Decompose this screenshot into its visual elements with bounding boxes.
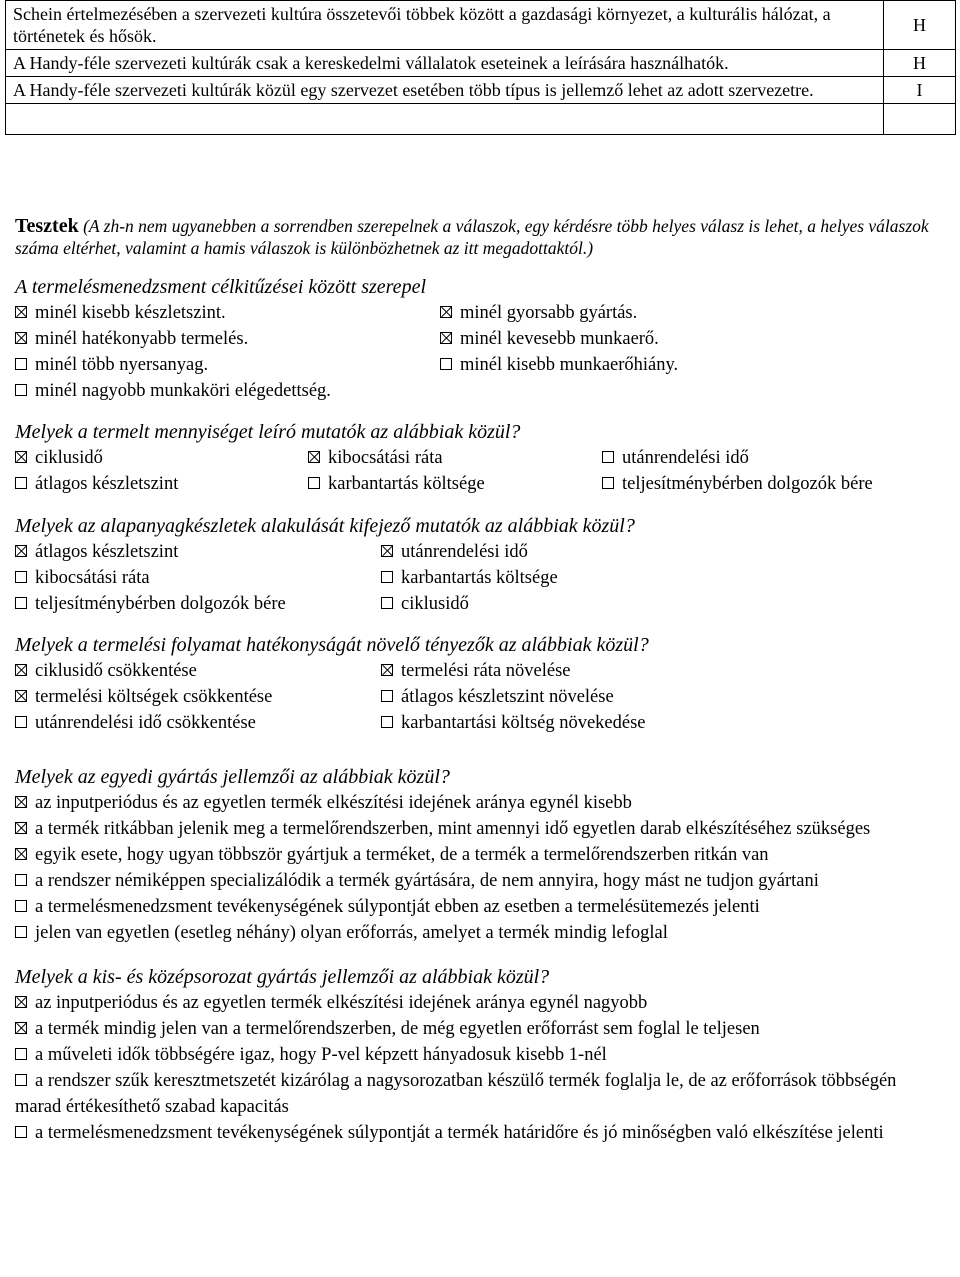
checkbox[interactable]: [308, 451, 320, 463]
checkbox[interactable]: [15, 716, 27, 728]
option[interactable]: [440, 326, 659, 352]
option-label: karbantartási költség növekedése: [401, 713, 646, 733]
table-row: [6, 104, 956, 135]
option[interactable]: [15, 1016, 947, 1042]
answer-cell: [883, 104, 955, 135]
option[interactable]: [15, 445, 308, 471]
option[interactable]: [15, 300, 440, 326]
option-label: a termék ritkábban jelenik meg a termelőrendszerben, mint amennyi idő egyetlen darab elkészítéséhez szükséges: [35, 819, 871, 839]
option[interactable]: [15, 1120, 947, 1146]
option-label: a termelésmenedzsment tevékenységének súlypontját ebben az esetben a termelésütemezés jelenti: [35, 897, 760, 917]
checkbox[interactable]: [15, 1022, 27, 1034]
option[interactable]: [381, 591, 469, 617]
checkbox[interactable]: [15, 822, 27, 834]
option-label: minél nagyobb munkaköri elégedettség.: [35, 381, 331, 401]
tests-intro: [15, 215, 947, 259]
checkbox[interactable]: [440, 306, 452, 318]
option[interactable]: [440, 352, 678, 378]
option-row: [15, 471, 947, 497]
checkbox[interactable]: [15, 690, 27, 702]
checkbox[interactable]: [15, 306, 27, 318]
question-title: A termelésmenedzsment célkitűzései között szerepel: [15, 276, 426, 298]
option[interactable]: [15, 842, 947, 868]
option[interactable]: [602, 471, 873, 497]
option-label: átlagos készletszint: [35, 474, 179, 494]
option[interactable]: [15, 352, 440, 378]
option[interactable]: [381, 658, 571, 684]
option-label: minél kisebb készletszint.: [35, 303, 226, 323]
option-label: minél hatékonyabb termelés.: [35, 329, 249, 349]
question-title: Melyek a termelt mennyiséget leíró mutatók az alábbiak közül?: [15, 421, 521, 443]
statement-cell: A Handy-féle szervezeti kultúrák csak a kereskedelmi vállalatok eseteinek a leírására használhatók.: [6, 50, 884, 77]
option-label: kibocsátási ráta: [35, 568, 150, 588]
checkbox[interactable]: [15, 545, 27, 557]
checkbox[interactable]: [15, 571, 27, 583]
table-row: [6, 77, 956, 104]
option-row: [15, 326, 947, 352]
option-row: [15, 445, 947, 471]
tests-title: Tesztek: [15, 215, 79, 237]
checkbox[interactable]: [15, 1048, 27, 1060]
statement-cell: [6, 104, 884, 135]
checkbox[interactable]: [381, 597, 393, 609]
answer-cell: H: [883, 50, 955, 77]
checkbox[interactable]: [15, 996, 27, 1008]
option-label: jelen van egyetlen (esetleg néhány) olyan erőforrás, amelyet a termék mindig lefoglal: [35, 923, 668, 943]
option-label: ciklusidő: [401, 594, 469, 614]
option[interactable]: [381, 684, 614, 710]
option[interactable]: [15, 326, 440, 352]
checkbox[interactable]: [381, 545, 393, 557]
option-label: az inputperiódus és az egyetlen termék elkészítési idejének aránya egynél kisebb: [35, 793, 632, 813]
option-label: karbantartás költsége: [328, 474, 485, 494]
option-label: egyik esete, hogy ugyan többször gyártjuk a terméket, de a termék a termelőrendszerben ritkán van: [35, 845, 769, 865]
option[interactable]: [15, 816, 947, 842]
option[interactable]: [381, 710, 646, 736]
question-title: Melyek az alapanyagkészletek alakulását kifejező mutatók az alábbiak közül?: [15, 515, 635, 537]
question-title: Melyek a termelési folyamat hatékonyságát növelő tényezők az alábbiak közül?: [15, 634, 649, 656]
option[interactable]: [15, 920, 947, 946]
checkbox[interactable]: [440, 332, 452, 344]
option-row: [15, 658, 947, 684]
checkbox[interactable]: [381, 716, 393, 728]
question-block: [15, 419, 947, 497]
option[interactable]: [308, 471, 602, 497]
option[interactable]: [15, 868, 947, 894]
checkbox[interactable]: [602, 451, 614, 463]
answer-cell: I: [883, 77, 955, 104]
option-label: termelési ráta növelése: [401, 661, 571, 681]
checkbox[interactable]: [15, 477, 27, 489]
option[interactable]: [15, 539, 381, 565]
option-label: termelési költségek csökkentése: [35, 687, 273, 707]
option-label: ciklusidő: [35, 448, 103, 468]
option-row: [15, 565, 947, 591]
checkbox[interactable]: [15, 384, 27, 396]
option-label: utánrendelési idő csökkentése: [35, 713, 256, 733]
statement-cell: A Handy-féle szervezeti kultúrák közül egy szervezet esetében több típus is jellemző lehet az adott szervezetre.: [6, 77, 884, 104]
option[interactable]: [15, 710, 381, 736]
tests-section: [15, 215, 947, 1146]
option-label: karbantartás költsége: [401, 568, 558, 588]
true-false-table: [5, 0, 956, 135]
option[interactable]: [15, 565, 381, 591]
checkbox[interactable]: [381, 571, 393, 583]
checkbox[interactable]: [15, 332, 27, 344]
option-label: ciklusidő csökkentése: [35, 661, 197, 681]
option[interactable]: [308, 445, 602, 471]
question-title: Melyek az egyedi gyártás jellemzői az alábbiak közül?: [15, 766, 450, 788]
option-label: a műveleti idők többségére igaz, hogy P-vel képzett hányadosuk kisebb 1-nél: [35, 1045, 607, 1065]
option[interactable]: [15, 894, 947, 920]
question-block: [15, 964, 947, 1146]
option[interactable]: [15, 990, 947, 1016]
option-label: teljesítménybérben dolgozók bére: [622, 474, 873, 494]
statement-cell: Schein értelmezésében a szervezeti kultúra összetevői többek között a gazdasági környezet, a kulturális hálózat, a történetek és hősök.: [6, 1, 884, 50]
checkbox[interactable]: [15, 796, 27, 808]
checkbox[interactable]: [15, 1126, 27, 1138]
option[interactable]: [15, 658, 381, 684]
option-row: [15, 539, 947, 565]
option-label: minél több nyersanyag.: [35, 355, 209, 375]
option-label: minél gyorsabb gyártás.: [460, 303, 638, 323]
option-label: a rendszer szűk keresztmetszetét kizárólag a nagysorozatban készülő termék foglalja le, de az erőforrások többségén marad értékesíthető szabad kapacitás: [15, 1071, 897, 1117]
checkbox[interactable]: [15, 664, 27, 676]
checkbox[interactable]: [15, 926, 27, 938]
option-label: a rendszer némiképpen specializálódik a termék gyártására, de nem annyira, hogy mást ne tudjon gyártani: [35, 871, 819, 891]
option[interactable]: [381, 565, 558, 591]
option-row: [15, 352, 947, 378]
checkbox[interactable]: [440, 358, 452, 370]
option-label: az inputperiódus és az egyetlen termék elkészítési idejének aránya egynél nagyobb: [35, 993, 648, 1013]
checkbox[interactable]: [15, 597, 27, 609]
option[interactable]: [15, 1068, 947, 1120]
checkbox[interactable]: [381, 664, 393, 676]
option-row: [15, 684, 947, 710]
option-row: [15, 591, 947, 617]
checkbox[interactable]: [15, 1074, 27, 1086]
question-block: [15, 764, 947, 946]
checkbox[interactable]: [15, 874, 27, 886]
option[interactable]: [15, 378, 331, 404]
question-block: [15, 274, 947, 404]
option-label: átlagos készletszint növelése: [401, 687, 614, 707]
option-label: utánrendelési idő: [401, 542, 528, 562]
option-label: kibocsátási ráta: [328, 448, 443, 468]
option-label: minél kevesebb munkaerő.: [460, 329, 659, 349]
option-row: [15, 378, 947, 404]
option-row: [15, 300, 947, 326]
option-row: [15, 710, 947, 736]
option[interactable]: [15, 471, 308, 497]
option[interactable]: [381, 539, 528, 565]
option[interactable]: [15, 591, 381, 617]
answer-cell: H: [883, 1, 955, 50]
option[interactable]: [15, 1042, 947, 1068]
option-label: átlagos készletszint: [35, 542, 179, 562]
option[interactable]: [440, 300, 637, 326]
option-label: a termék mindig jelen van a termelőrendszerben, de még egyetlen erőforrást sem foglal le teljesen: [35, 1019, 760, 1039]
question-block: [15, 513, 947, 617]
question-title: Melyek a kis- és középsorozat gyártás jellemzői az alábbiak közül?: [15, 966, 550, 988]
option[interactable]: [15, 684, 381, 710]
option-label: minél kisebb munkaerőhiány.: [460, 355, 679, 375]
option-label: teljesítménybérben dolgozók bére: [35, 594, 286, 614]
checkbox[interactable]: [15, 848, 27, 860]
option[interactable]: [602, 445, 749, 471]
checkbox[interactable]: [308, 477, 320, 489]
table-row: [6, 1, 956, 50]
checkbox[interactable]: [15, 900, 27, 912]
question-block: [15, 632, 947, 736]
checkbox[interactable]: [602, 477, 614, 489]
option-label: utánrendelési idő: [622, 448, 749, 468]
checkbox[interactable]: [15, 358, 27, 370]
option-label: a termelésmenedzsment tevékenységének súlypontját a termék határidőre és jó minőségben való elkészítése jelenti: [35, 1123, 884, 1143]
table-row: [6, 50, 956, 77]
checkbox[interactable]: [15, 451, 27, 463]
option[interactable]: [15, 790, 947, 816]
tests-note: (A zh-n nem ugyanebben a sorrendben szerepelnek a válaszok, egy kérdésre több helyes válasz is lehet, a helyes válaszok száma eltérhet, valamint a hamis válaszok is különbözhetnek az itt megadottaktól.): [15, 216, 929, 258]
checkbox[interactable]: [381, 690, 393, 702]
